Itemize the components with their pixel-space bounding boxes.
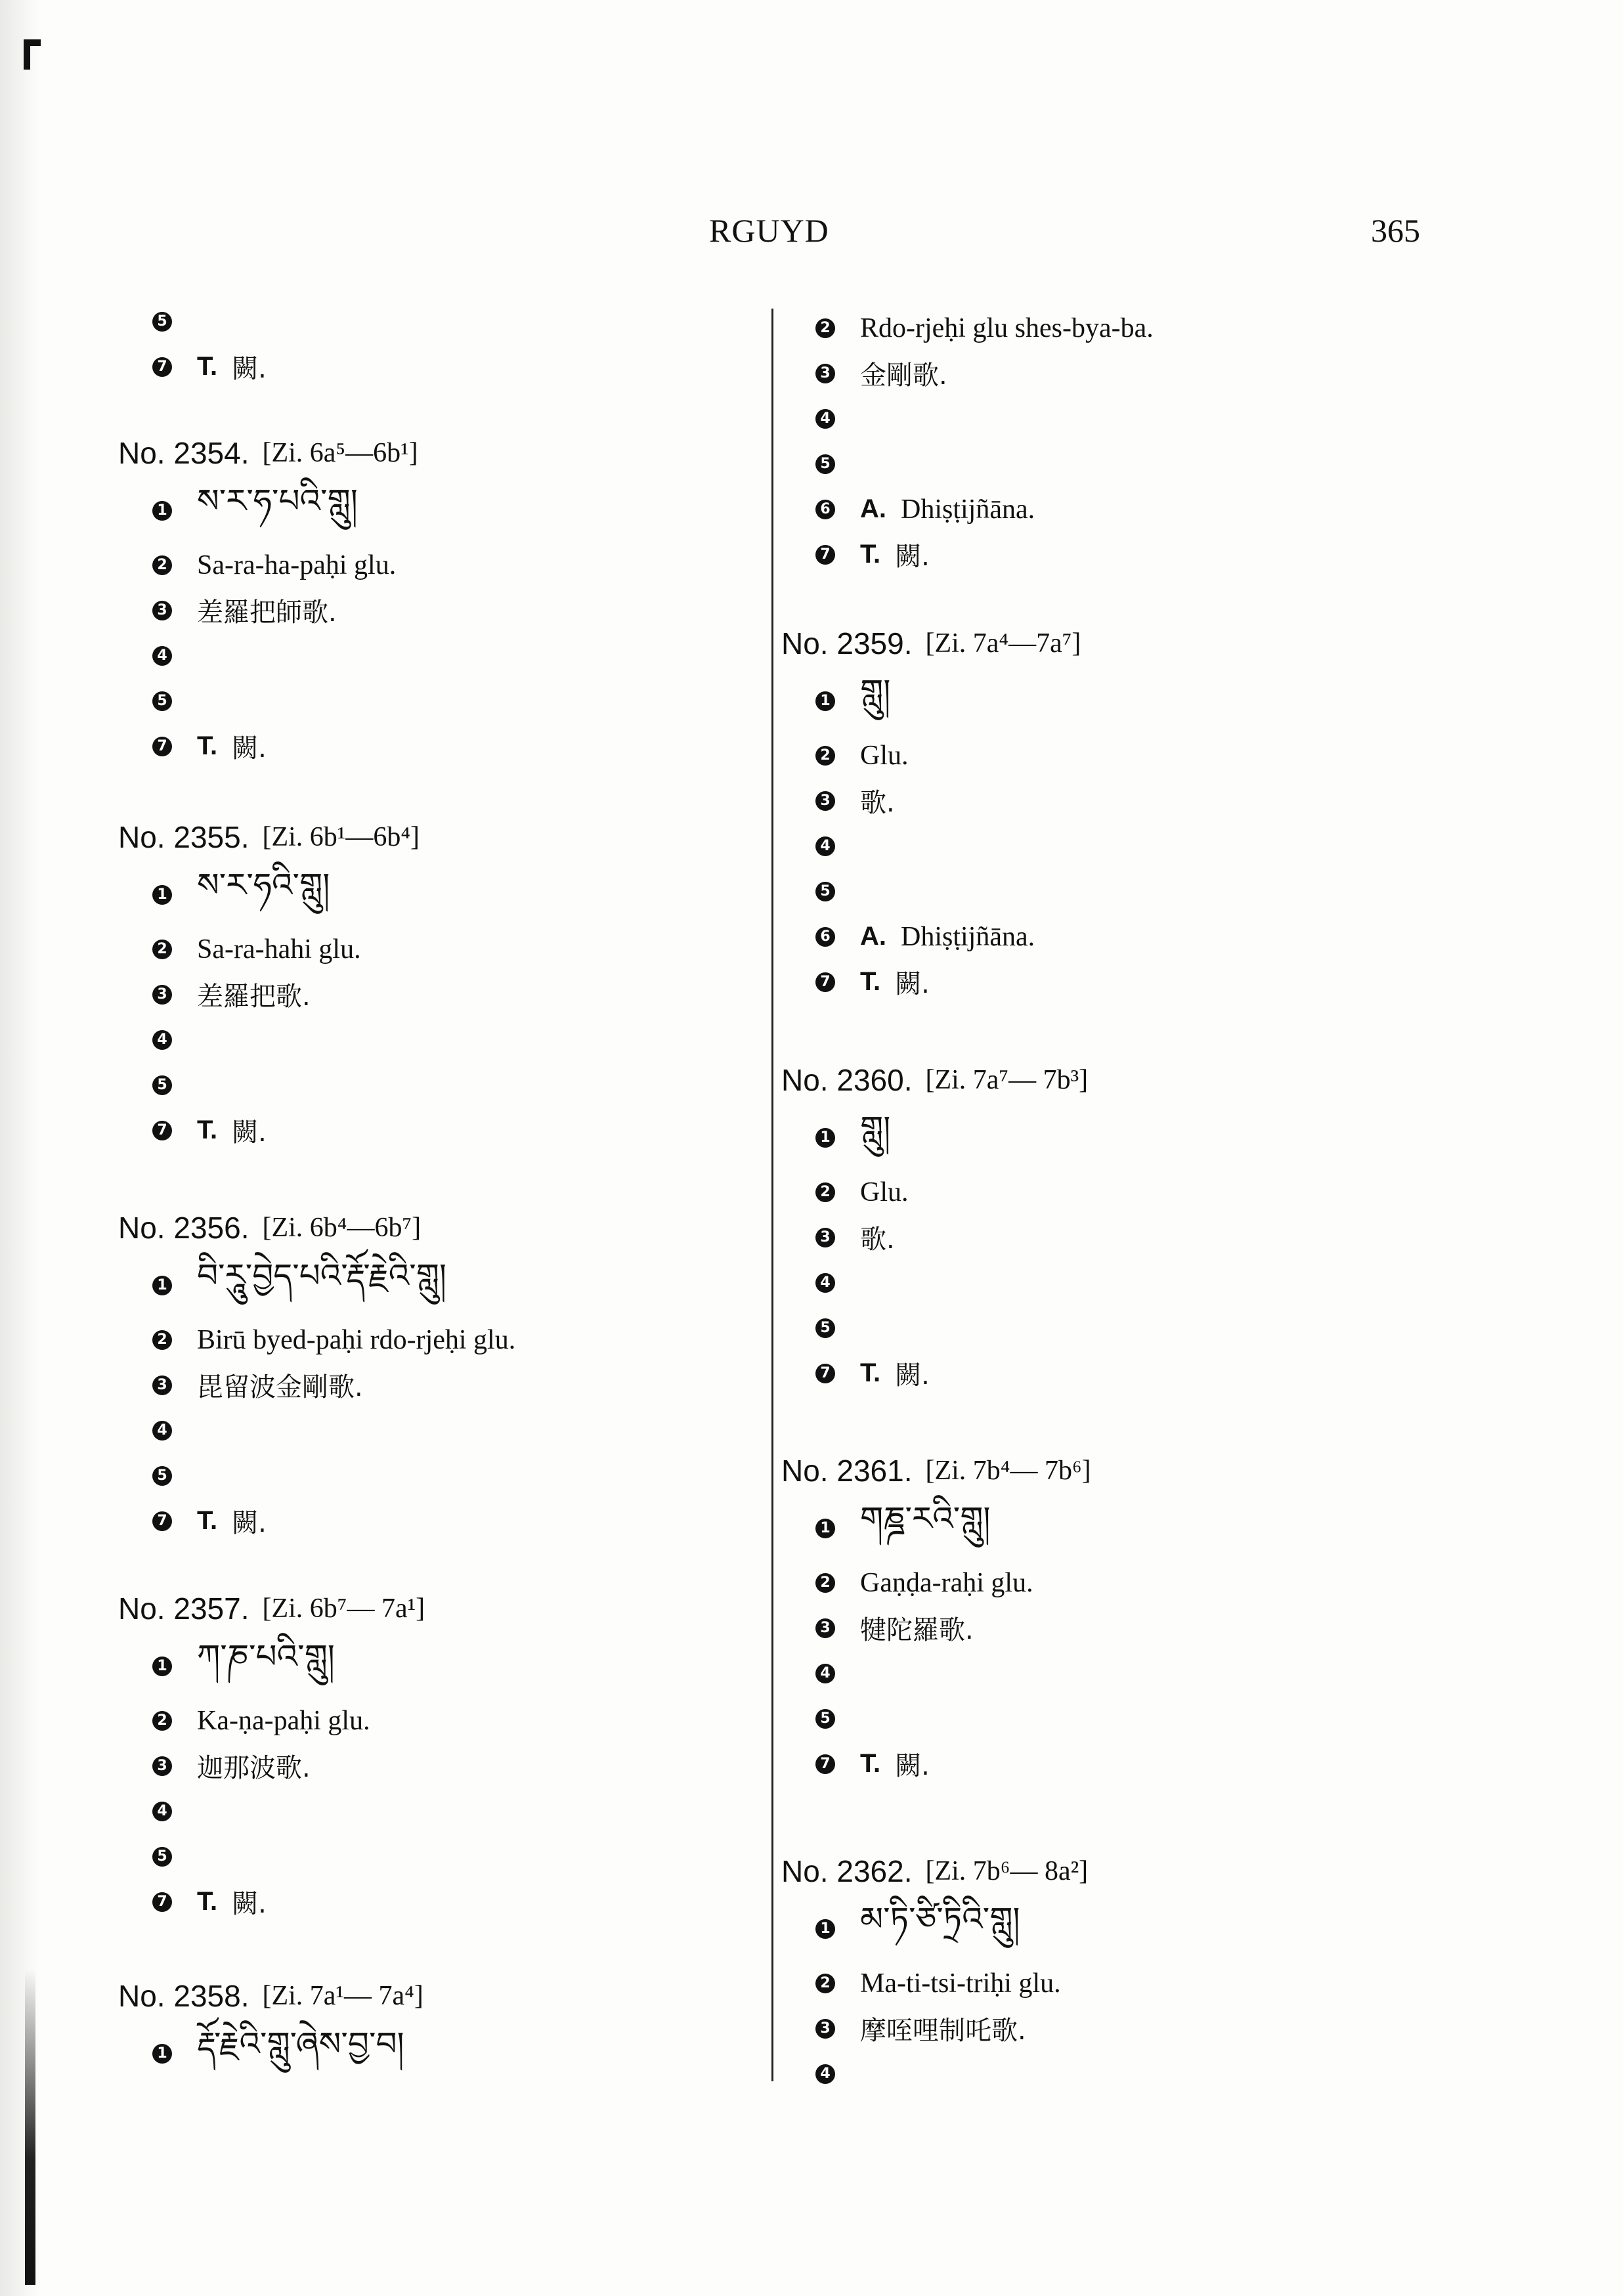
- chinese-title: 歌.: [860, 1224, 895, 1255]
- marker-3: 3: [815, 2019, 835, 2039]
- marker-1: 1: [815, 691, 835, 711]
- transliteration: Sa-ra-hahi glu.: [197, 934, 361, 964]
- field-row-4: [118, 1788, 425, 1834]
- marker-5: 5: [152, 1466, 172, 1486]
- catalog-entry-2358: [118, 1970, 423, 2085]
- tohoku-value: 闕.: [232, 1508, 267, 1538]
- field-row-4: [118, 1017, 420, 1062]
- field-row-5: [118, 1062, 420, 1108]
- transliteration: Glu.: [860, 740, 909, 771]
- entry-number: No. 2358.: [118, 1979, 249, 2013]
- marker-4: 4: [152, 1030, 172, 1050]
- marker-4: 4: [815, 1664, 835, 1683]
- marker-1: 1: [815, 1519, 835, 1538]
- marker-5: 5: [152, 312, 172, 332]
- column-divider: [771, 309, 773, 2081]
- tibetan-title: མ་ཏི་ཙི་ཏྲིའི་གླུ།: [860, 1900, 1020, 1938]
- catalog-entry-2357: [118, 1582, 425, 1924]
- field-row-1: [781, 1897, 1088, 1960]
- marker-3: 3: [152, 985, 172, 1005]
- entry-number: No. 2359.: [781, 626, 913, 661]
- tohoku-value: 闕.: [895, 969, 930, 999]
- field-row-1: [118, 479, 418, 542]
- folio-reference: [Zi. 6b⁴—6b⁷]: [262, 1213, 422, 1243]
- field-row-1: [118, 2022, 423, 2085]
- field-row-7: [118, 1498, 515, 1544]
- field-row-3: [781, 778, 1081, 823]
- tibetan-title: བི་རཱུ་བྱེད་པའི་རྡོ་རྗེའི་གླུ།: [197, 1257, 446, 1295]
- marker-3: 3: [152, 601, 172, 620]
- field-row-7: [781, 1741, 1091, 1787]
- marker-2: 2: [152, 940, 172, 959]
- chinese-title: 犍陀羅歌.: [860, 1615, 974, 1645]
- marker-5: 5: [152, 691, 172, 711]
- marker-2: 2: [815, 318, 835, 338]
- catalog-entry-2361: [781, 1444, 1091, 1787]
- field-row-1: [118, 863, 420, 926]
- tohoku-label: T.: [197, 1506, 218, 1535]
- running-header-title: RGUYD: [709, 212, 829, 249]
- entry-number: No. 2354.: [118, 436, 249, 470]
- marker-1: 1: [152, 501, 172, 521]
- marker-5: 5: [815, 1318, 835, 1338]
- tibetan-title: གཎྜ་རའི་གླུ།: [860, 1500, 991, 1538]
- marker-2: 2: [815, 1573, 835, 1593]
- field-row-4: [781, 1260, 1088, 1305]
- marker-5: 5: [815, 882, 835, 901]
- field-row-7: [118, 1108, 420, 1153]
- marker-1: 1: [152, 885, 172, 905]
- field-row-5: [118, 1834, 425, 1879]
- field-row-3: [781, 351, 1154, 396]
- transliteration: Birū byed-paḥi rdo-rjeḥi glu.: [197, 1324, 516, 1355]
- marker-7: 7: [152, 1892, 172, 1912]
- field-row-2: [118, 542, 418, 588]
- marker-7: 7: [152, 357, 172, 377]
- field-row-3: [118, 1743, 425, 1788]
- catalog-entry-2355: [118, 811, 420, 1153]
- transliteration: Sa-ra-ha-paḥi glu.: [197, 550, 397, 580]
- chinese-title: 毘留波金剛歌.: [197, 1372, 363, 1402]
- field-row-5: [781, 869, 1081, 914]
- folio-reference: [Zi. 7b⁶— 8a²]: [925, 1856, 1089, 1886]
- marker-3: 3: [815, 364, 835, 383]
- entry-heading: [781, 1054, 1088, 1106]
- page-number: 365: [1371, 212, 1420, 249]
- folio-reference: [Zi. 6b⁷— 7a¹]: [262, 1593, 425, 1624]
- folio-reference: [Zi. 7a¹— 7a⁴]: [262, 1981, 423, 2011]
- marker-5: 5: [815, 454, 835, 474]
- tibetan-title: རྡོ་རྗེའི་གླུ་ཞེས་བྱ་བ།: [197, 2025, 404, 2063]
- marker-1: 1: [152, 1276, 172, 1295]
- folio-reference: [Zi. 7b⁴— 7b⁶]: [925, 1456, 1091, 1486]
- tohoku-value: 闕.: [232, 354, 267, 384]
- field-row-1: [781, 670, 1081, 733]
- author-label: A.: [860, 494, 886, 523]
- tohoku-label: T.: [860, 1358, 881, 1387]
- page-gutter: [0, 0, 39, 2296]
- chinese-title: 摩咥哩制吒歌.: [860, 2016, 1026, 2046]
- marker-2: 2: [152, 555, 172, 575]
- entry-number: No. 2360.: [781, 1063, 913, 1097]
- chinese-title: 差羅把歌.: [197, 982, 311, 1012]
- catalog-entry-2362: [781, 1845, 1088, 2096]
- entry-heading: [781, 617, 1081, 670]
- field-row-5: [781, 1305, 1088, 1351]
- field-row-4: [781, 823, 1081, 869]
- marker-7: 7: [815, 545, 835, 565]
- marker-5: 5: [152, 1847, 172, 1867]
- field-row-4: [781, 396, 1154, 441]
- marker-1: 1: [815, 1919, 835, 1939]
- chinese-title: 迦那波歌.: [197, 1753, 311, 1783]
- marker-2: 2: [815, 1182, 835, 1202]
- marker-4: 4: [815, 1273, 835, 1293]
- field-row-1: [118, 1254, 515, 1317]
- field-row-7: [781, 959, 1081, 1005]
- marker-4: 4: [815, 2064, 835, 2084]
- catalog-entry-2356: [118, 1202, 515, 1544]
- marker-7: 7: [815, 1364, 835, 1383]
- marker-1: 1: [815, 1128, 835, 1148]
- tohoku-label: T.: [860, 1749, 881, 1778]
- tibetan-title: ས་ར་ཧ་པའི་གླུ།: [197, 482, 358, 520]
- marker-5: 5: [152, 1075, 172, 1095]
- transliteration: Glu.: [860, 1177, 909, 1207]
- marker-7: 7: [152, 737, 172, 756]
- tibetan-title: གླུ།: [860, 672, 891, 710]
- marker-3: 3: [815, 1228, 835, 1247]
- tohoku-value: 闕.: [895, 1360, 930, 1391]
- field-row-5: [781, 441, 1154, 487]
- entry-number: No. 2362.: [781, 1854, 913, 1888]
- tohoku-value: 闕.: [895, 542, 930, 572]
- tibetan-title: ས་ར་ཧའི་གླུ།: [197, 866, 330, 904]
- field-row-1: [781, 1497, 1091, 1560]
- tohoku-label: T.: [197, 731, 218, 760]
- field-row-4: [118, 1408, 515, 1453]
- tohoku-label: T.: [860, 967, 881, 996]
- field-row-3: [781, 1605, 1091, 1651]
- field-row-2: [118, 1317, 515, 1362]
- field-row-6: [781, 914, 1081, 959]
- marker-3: 3: [815, 791, 835, 811]
- folio-reference: [Zi. 6a⁵—6b¹]: [262, 438, 418, 468]
- tohoku-value: 闕.: [232, 733, 267, 764]
- field-row-7: [118, 344, 267, 389]
- marker-1: 1: [152, 2044, 172, 2064]
- entry-2358-continued: [781, 305, 1154, 577]
- transliteration: Ma-ti-tsi-triḥi glu.: [860, 1968, 1061, 1999]
- tohoku-value: 闕.: [232, 1889, 267, 1919]
- marker-4: 4: [152, 1802, 172, 1821]
- transliteration: Gaṇḍa-raḥi glu.: [860, 1567, 1033, 1598]
- marker-6: 6: [815, 500, 835, 519]
- marker-4: 4: [152, 646, 172, 666]
- marker-3: 3: [152, 1375, 172, 1395]
- field-row-6: [781, 487, 1154, 532]
- marker-7: 7: [152, 1121, 172, 1140]
- field-row-5: [781, 1696, 1091, 1741]
- field-row-4: [781, 2051, 1088, 2096]
- field-row-2: [781, 1560, 1091, 1605]
- field-row-3: [118, 972, 420, 1017]
- folio-reference: [Zi. 7a⁷— 7b³]: [925, 1065, 1089, 1095]
- field-row-2: [118, 926, 420, 972]
- chinese-title: 金剛歌.: [860, 360, 947, 391]
- field-row-2: [118, 1698, 425, 1743]
- chinese-title: 歌.: [860, 788, 895, 818]
- marker-4: 4: [815, 836, 835, 856]
- transliteration: Rdo-rjeḥi glu shes-bya-ba.: [860, 313, 1154, 343]
- catalog-entry-2359: [781, 617, 1081, 1005]
- marker-5: 5: [815, 1709, 835, 1729]
- author-label: A.: [860, 922, 886, 951]
- marker-2: 2: [152, 1330, 172, 1350]
- catalog-entry-2354: [118, 427, 418, 769]
- chinese-title: 差羅把師歌.: [197, 597, 337, 628]
- author-value: Dhiṣṭijñāna.: [901, 921, 1035, 952]
- tibetan-title: གླུ།: [860, 1109, 891, 1147]
- marker-2: 2: [152, 1711, 172, 1731]
- field-row-2: [781, 1960, 1088, 2006]
- field-row-2: [781, 733, 1081, 778]
- marker-3: 3: [815, 1618, 835, 1638]
- tohoku-value: 闕.: [895, 1751, 930, 1781]
- marker-4: 4: [815, 409, 835, 429]
- catalog-entry-2360: [781, 1054, 1088, 1396]
- tohoku-value: 闕.: [232, 1117, 267, 1148]
- tibetan-title: ཀ་ཎ་པའི་གླུ།: [197, 1637, 335, 1676]
- marker-3: 3: [152, 1756, 172, 1776]
- author-value: Dhiṣṭijñāna.: [901, 494, 1035, 525]
- marker-6: 6: [815, 927, 835, 947]
- marker-4: 4: [152, 1421, 172, 1440]
- field-row-7: [118, 724, 418, 769]
- field-row-3: [118, 1362, 515, 1408]
- binding-shadow: [25, 1970, 35, 2285]
- marker-2: 2: [815, 1974, 835, 1993]
- field-row-7: [118, 1879, 425, 1924]
- field-row-5: [118, 299, 267, 344]
- tohoku-label: T.: [197, 1887, 218, 1916]
- marker-7: 7: [152, 1511, 172, 1531]
- marker-2: 2: [815, 746, 835, 766]
- entry-number: No. 2356.: [118, 1211, 249, 1245]
- field-row-1: [781, 1106, 1088, 1169]
- entry-fragment-continued: [118, 299, 267, 389]
- field-row-3: [781, 2006, 1088, 2051]
- field-row-2: [781, 1169, 1088, 1215]
- folio-reference: [Zi. 7a⁴—7a⁷]: [925, 628, 1081, 659]
- entry-number: No. 2357.: [118, 1592, 249, 1626]
- tohoku-label: T.: [197, 352, 218, 381]
- field-row-7: [781, 1351, 1088, 1396]
- marker-7: 7: [815, 972, 835, 992]
- entry-number: No. 2355.: [118, 820, 249, 854]
- field-row-2: [781, 305, 1154, 351]
- tohoku-label: T.: [197, 1116, 218, 1144]
- field-row-4: [781, 1651, 1091, 1696]
- entry-number: No. 2361.: [781, 1454, 913, 1488]
- marker-7: 7: [815, 1754, 835, 1774]
- tohoku-label: T.: [860, 540, 881, 569]
- field-row-5: [118, 1453, 515, 1498]
- field-row-3: [781, 1215, 1088, 1260]
- folio-reference: [Zi. 6b¹—6b⁴]: [262, 822, 420, 852]
- field-row-5: [118, 678, 418, 724]
- binding-mark-top: [24, 39, 41, 46]
- field-row-7: [781, 532, 1154, 577]
- field-row-1: [118, 1635, 425, 1698]
- field-row-3: [118, 588, 418, 633]
- transliteration: Ka-ṇa-paḥi glu.: [197, 1705, 370, 1736]
- field-row-4: [118, 633, 418, 678]
- marker-1: 1: [152, 1657, 172, 1676]
